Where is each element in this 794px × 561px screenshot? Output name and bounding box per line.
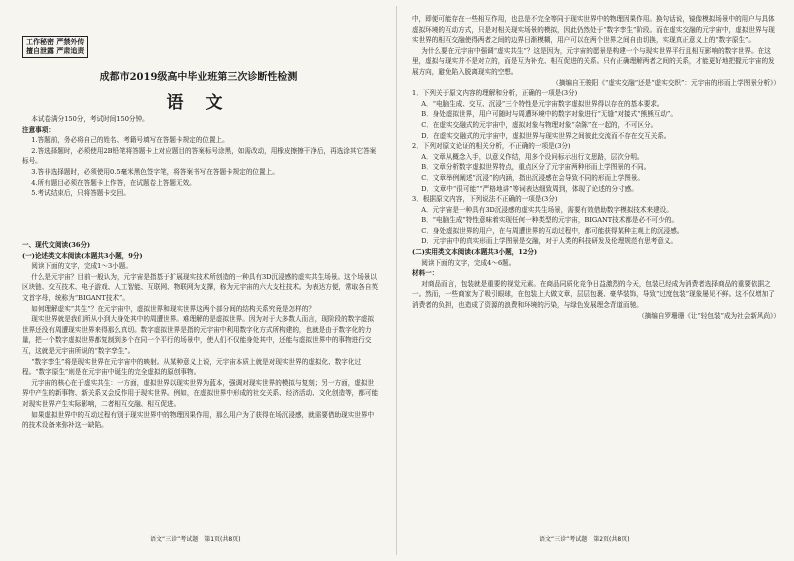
note-item: 5.考试结束后，只将答题卡交回。 (31, 189, 130, 198)
notes-heading: 注意事项： (22, 125, 55, 134)
right-page (397, 0, 794, 561)
question-option: C．身处虚拟世界的用户，在与周遭世界的互动过程中，都可能获得某种主观上的沉浸感。 (421, 226, 684, 235)
note-item: 4.所有题目必须在答题卡上作答，在试题卷上答题无效。 (31, 178, 196, 187)
page-footer: 语文“三诊”考试题 第1页(共8页) (150, 536, 241, 543)
question-option: B．文章分析数字虚拟世界特点，重点区分了元宇宙两种形而上学图景的不同。 (421, 163, 651, 172)
section-title: (二)实用类文本阅读(本题共3小题，12分) (412, 248, 538, 257)
section-1 (22, 240, 380, 431)
page-footer: 语文“三诊”考试题 第2页(共8页) (539, 536, 630, 543)
passage-paragraph: 什么是元宇宙？目前一般认为，元宇宙是指基于扩展现实技术所创造的一种具有3D沉浸感的虚实共生场景。这个场景以区块链、交互技术、电子游戏、人工智能、互联网、物联网为支撑，称为元宇宙的六大支柱技术。为表达方便，常取各自英文首字母，统称为“BIGANT技术”。 (22, 272, 379, 302)
passage-paragraph: 如果虚拟世界中的互动过程有别于现实世界中的物理因果作用，那么用户为了获得在场沉浸感，就需要借助现实世界中的技术设备来弥补这一缺陷。 (22, 410, 375, 430)
question-stem: 1．下列关于原文内容的理解和分析，正确的一项是(3分) (412, 89, 578, 98)
question-option: A．文章从概念入手，以意义作结，用多个设问标示出行文思路，层次分明。 (421, 152, 644, 161)
question-stem: 2．下列对原文论证的相关分析，不正确的一项是(3分) (412, 142, 571, 151)
passage-paragraph: “数字孪生”将是现实世界在元宇宙中的映射。从某种意义上说，元宇宙本质上就是对现实世界的虚拟化、数字化过程。“数字原生”则是在元宇宙中诞生的完全虚拟的原创事物。 (22, 357, 362, 377)
note-item: 3.答非选择题时，必须使用0.5毫米黑色签字笔，将答案书写在答题卡规定的位置上。 (31, 167, 279, 176)
question-option: D．文章中“很可能”“严格地讲”等词表达细致周到，体现了论述的分寸感。 (421, 184, 638, 193)
question-option: C．在虚实交融式的元宇宙中，虚拟对象与物理对象“杂陈”在一起的，不可区分。 (421, 120, 658, 129)
stamp-line: 工作秘密 严禁外传 (26, 38, 85, 46)
question-option: A．元宇宙是一种具有3D沉浸感的虚实共生场景，需要有效借助数字模拟技术来建设。 (421, 205, 673, 214)
question-stem: 3．根据原文内容，下列说法不正确的一项是(3分) (412, 195, 558, 204)
passage-paragraph: 如何理解虚实“共生”？在元宇宙中，虚拟世界和现实世界这两个部分间的结构关系究竟是怎样的？ (31, 304, 315, 313)
question-option: A．“电脑生成、交互、沉浸”三个特性是元宇宙数字虚拟世界得以存在的基本要求。 (421, 99, 664, 108)
question-option: D．元宇宙中的真实形而上学图景是交融，对于人类的科技研发及伦理规范有思考意义。 (421, 237, 678, 246)
right-column (412, 14, 780, 321)
question-option: D．在虚实交融式的元宇宙中，虚拟世界与现实世界之间彼此交流而不存在交互关系。 (421, 131, 671, 140)
exam-info: 本试卷满分150分，考试时间150分钟。 (31, 115, 149, 123)
question-option: C．文章举例阐述“沉浸”的内涵，指出沉浸感在会导致不同的形而上学图景。 (421, 173, 645, 182)
confidential-stamp (22, 36, 88, 58)
section-title: 一、现代文阅读(36分) (22, 241, 91, 249)
exam-title: 成都市2019级高中毕业班第三次诊断性检测 (99, 72, 298, 83)
material-label: 材料一： (412, 269, 439, 278)
passage-paragraph: 对商品而言，包装就是重要的视觉元素。在商品同质化竞争日益激烈的今天，包装已经成为消费者选择商品的重要依据之一。然而，一些商家为了吸引眼球，在包装上大做文章，层层包裹、豪华装饰，导致“过度包装”现象屡见不鲜。这不仅增加了消费者的负担，也造成了资源的浪费和环境的污染，与绿色发展理念背道而驰。 (412, 279, 775, 310)
passage-paragraph: 中，即便可能存在一些相互作用，也总是不完全等同于现实世界中的物理因果作用。换句话说，镜像模拟场景中的用户与具体虚拟环境的互动方式，只是对相关现实场景的模拟，因此仍然处于“数字孪生”阶段。而在虚实交融的元宇宙中，虚拟世界与现实世界的相互交融使得两者之间的边界日渐模糊，用户可以在两个世界之间自由切换，实现真正意义上的“数字原生”。 (412, 15, 775, 45)
instruction: 阅读下面的文字，完成4～6题。 (421, 258, 516, 267)
notes-block (22, 114, 380, 199)
passage-source: （摘编自罗珊珊《让“轻包装”成为社会新风尚》） (638, 311, 780, 320)
passage-paragraph: 现实世界就是我们所从小到大身处其中的周遭世界。难理解的是虚拟世界。因为对于大多数人而言，现阶段的数字虚拟世界还没有周遭现实世界来得那么真切。数字虚拟世界是指的元宇宙中利用数字化方式所构建的，也就是由于数字化的力量，把一个数字虚拟世界都复制到多个在同一个平行的场景中，使人们不仅能身处其中，还能与虚拟世界中的事物进行交互，这就是元宇宙所说的“数字孪生”。 (22, 315, 375, 355)
passage-source: （摘编自王骏阳《“虚实交融”还是“虚实交织”：元宇宙的形而上学图景分析》） (552, 78, 780, 87)
stamp-line: 擅自泄露 严肃追责 (26, 47, 85, 55)
question-option: B．身处虚拟世界，用户可随时与周遭环境中的数字对象进行“无缝”对接式“熊熊互动”。 (421, 110, 677, 119)
question-option: B．“电脑生成”特性意味着实现任何一种类型的元宇宙，BIGANT技术都是必不可少的。 (421, 216, 679, 225)
passage-paragraph: 元宇宙的核心在于虚实共生：一方面，虚拟世界以现实世界为蓝本，强调对现实世界的模拟与复刻；另一方面，虚拟世界中产生的新事物、新关系又会反作用于现实世界。例如，在虚拟世界中形成的社交关系、经济活动、文化创造等，都可能对现实世界产生实际影响，二者相互交融、相互促进。 (22, 378, 379, 408)
instruction: 阅读下面的文字，完成1～3小题。 (31, 262, 132, 271)
passage-paragraph: 为什么要在元宇宙中强调“虚实共生”？这是因为，元宇宙的愿景是构建一个与现实世界平行且相互影响的数字世界。在这里，虚拟与现实并不是对立的，而是互为补充、相互促进的关系。只有正确理解两者之间的关系，才能更好地把握元宇宙的发展方向，避免陷入脱离现实的空想。 (412, 46, 775, 76)
note-item: 1.答题前，务必将自己的姓名、考籍号填写在答题卡规定的位置上。 (31, 136, 229, 145)
subject-title: 语 文 (166, 93, 231, 113)
subsection-title: (一)论述类文本阅读(本题共3小题，9分) (22, 251, 143, 260)
note-item: 2.答选择题时，必须使用2B铅笔将答题卡上对应题目的答案标号涂黑，如需改动，用橡皮擦擦干净后，再选涂其它答案标号。 (22, 146, 377, 166)
